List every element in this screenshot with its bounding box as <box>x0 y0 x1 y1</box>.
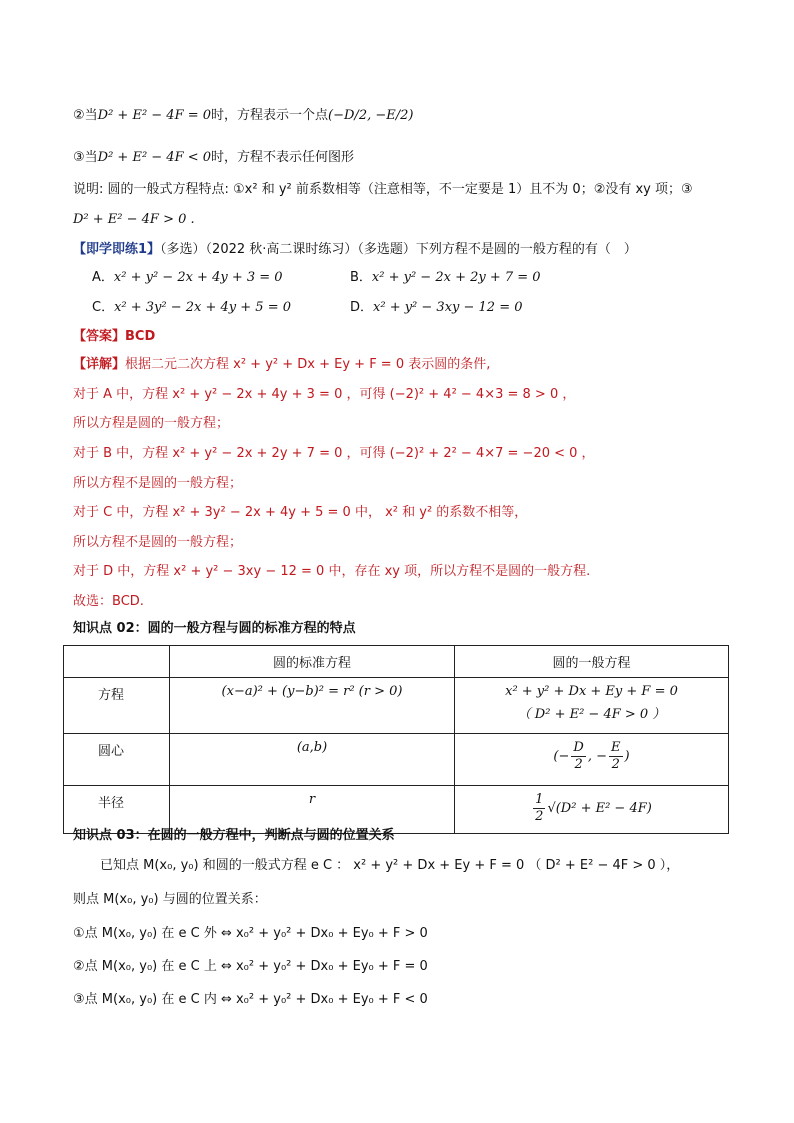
detail-line-5: 对于 C 中，方程 x² + 3y² − 2x + 4y + 5 = 0 中， x² 和 y² 的系数不相等， <box>73 505 528 520</box>
note-line-2: D² + E² − 4F > 0 . <box>73 212 195 227</box>
exercise-question: 【即学即练1】（多选）（2022 秋·高二课时练习）（多选题）下列方程不是圆的一般方程的有（ ） <box>73 242 637 257</box>
case-inside: ③点 M(x₀, y₀) 在 e C 内 ⇔ x₀² + y₀² + Dx₀ + Ey₀ + F < 0 <box>73 992 428 1007</box>
gen-equation-cell <box>455 678 729 734</box>
table-header-general: 圆的一般方程 <box>455 646 729 678</box>
answer-line: 【答案】BCD <box>73 329 156 344</box>
gen-condition: （ D² + E² − 4F > 0 ） <box>517 707 666 722</box>
note-line-1: 说明: 圆的一般式方程特点: ①x² 和 y² 前系数相等（注意相等，不一定要是 1）且不为 0；②没有 xy 项；③ <box>73 182 693 197</box>
radius-frac: $\frac{1}{2}$ <box>535 792 544 824</box>
row-label-center: 圆心 <box>64 734 170 786</box>
comparison-table <box>63 645 729 834</box>
row-label-equation: 方程 <box>64 678 170 734</box>
option-b: B．x² + y² − 2x + 2y + 7 = 0 <box>350 270 541 285</box>
gen-equation: x² + y² + Dx + Ey + F = 0 <box>505 684 678 699</box>
kp3-relation: 则点 M(x₀, y₀) 与圆的位置关系： <box>73 892 267 907</box>
detail-line-4: 所以方程不是圆的一般方程； <box>73 476 243 491</box>
center-frac-d: $\frac{D}{2}$ <box>573 740 584 772</box>
section-title-kp3: 知识点 03：在圆的一般方程中，判断点与圆的位置关系 <box>73 828 395 843</box>
center-frac-e: $\frac{E}{2}$ <box>611 740 621 772</box>
option-a: A．x² + y² − 2x + 4y + 3 = 0 <box>92 270 283 285</box>
option-d: D．x² + y² − 3xy − 12 = 0 <box>350 300 523 315</box>
table-header-row <box>64 646 729 678</box>
std-equation: (x−a)² + (y−b)² = r² (r > 0) <box>170 678 455 734</box>
detail-line-2: 所以方程是圆的一般方程； <box>73 416 230 431</box>
option-c: C．x² + 3y² − 2x + 4y + 5 = 0 <box>92 300 291 315</box>
detail-line-6: 所以方程不是圆的一般方程； <box>73 535 243 550</box>
detail-line-0: 【详解】根据二元二次方程 x² + y² + Dx + Ey + F = 0 表示圆的条件, <box>73 357 491 372</box>
detail-line-3: 对于 B 中，方程 x² + y² − 2x + 2y + 7 = 0 ，可得 (−2)² + 2² − 4×7 = −20 < 0 ， <box>73 446 595 461</box>
detail-line-1: 对于 A 中，方程 x² + y² − 2x + 4y + 3 = 0 ，可得 (−2)² + 4² − 4×3 = 8 > 0 ， <box>73 387 576 402</box>
table-header-standard: 圆的标准方程 <box>170 646 455 678</box>
table-row-center <box>64 734 729 786</box>
table-row-equation <box>64 678 729 734</box>
section-title-kp2: 知识点 02：圆的一般方程与圆的标准方程的特点 <box>73 621 356 636</box>
detail-line-7: 对于 D 中，方程 x² + y² − 3xy − 12 = 0 中，存在 xy 项，所以方程不是圆的一般方程. <box>73 564 591 579</box>
table-header-blank <box>64 646 170 678</box>
gen-radius: $\frac{1}{2}$ √(D² + E² − 4F) <box>455 786 729 834</box>
condition-line-2: ②当D² + E² − 4F = 0时，方程表示一个点(−D/2, −E/2) <box>73 108 414 123</box>
row-label-radius: 半径 <box>64 786 170 834</box>
condition-line-3: ③当D² + E² − 4F < 0时，方程不表示任何图形 <box>73 150 355 165</box>
detail-line-8: 故选：BCD. <box>73 594 144 609</box>
case-on: ②点 M(x₀, y₀) 在 e C 上 ⇔ x₀² + y₀² + Dx₀ + Ey₀ + F = 0 <box>73 959 428 974</box>
std-radius: r <box>170 786 455 834</box>
std-center: (a,b) <box>170 734 455 786</box>
gen-center: (− $\frac{D}{2}$ , − $\frac{E}{2}$ ) <box>455 734 729 786</box>
case-outside: ①点 M(x₀, y₀) 在 e C 外 ⇔ x₀² + y₀² + Dx₀ + Ey₀ + F > 0 <box>73 926 428 941</box>
kp3-intro: 已知点 M(x₀, y₀) 和圆的一般式方程 e C ： x² + y² + Dx + Ey + F = 0 （ D² + E² − 4F > 0 ）， <box>100 858 680 873</box>
